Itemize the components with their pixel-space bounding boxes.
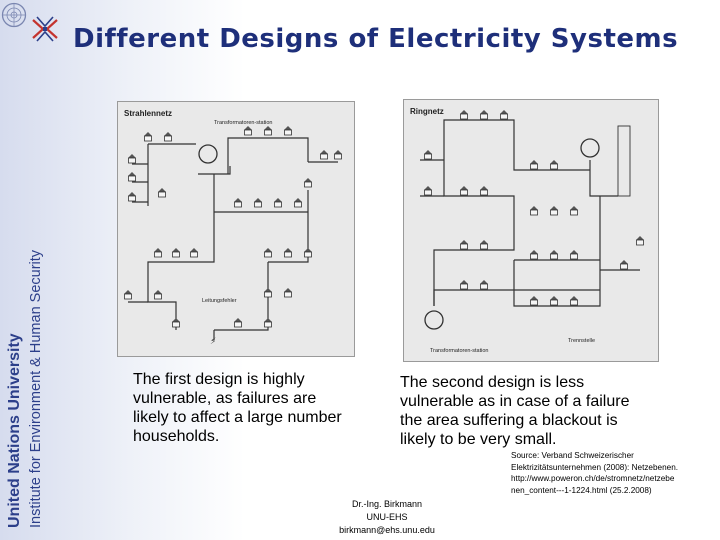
ring-network-diagram xyxy=(403,99,659,362)
source-url-line: nen_content---1-1224.html (25.2.2008) xyxy=(511,485,652,495)
right-diagram-heading: Ringnetz xyxy=(410,107,444,116)
author-org: UNU-EHS xyxy=(366,512,408,522)
second-design-caption: The second design is less vulnerable as in case of a failure the area suffering a blackout is likely to be very small. xyxy=(400,374,630,448)
left-houses xyxy=(124,126,342,327)
right-houses xyxy=(424,110,644,305)
unu-logo-icon xyxy=(31,15,59,43)
source-note xyxy=(511,450,716,496)
source-line: Source: Verband Schweizerischer xyxy=(511,451,634,460)
author-name: Dr.-Ing. Birkmann xyxy=(351,499,423,509)
left-fault-label: Leitungsfehler xyxy=(202,298,237,304)
source-line: Elektrizitätsunternehmen (2008): Netzebenen. xyxy=(511,462,679,472)
source-url-line: http://www.poweron.ch/de/stromnetz/netzebe xyxy=(511,474,675,483)
page-title: Different Designs of Electricity Systems xyxy=(73,24,679,54)
right-switch-label: Trennstelle xyxy=(568,338,596,344)
author-block xyxy=(312,498,462,537)
radial-network-diagram xyxy=(117,101,355,357)
right-transformer-label: Transformatoren-station xyxy=(430,348,489,354)
first-design-caption: The first design is highly vulnerable, as failures are likely to affect a large number households. xyxy=(133,371,342,445)
fault-symbol-icon: ⚡ xyxy=(210,337,217,347)
left-diagram-heading: Strahlennetz xyxy=(124,109,173,118)
left-transformer-label: Transformatoren-station xyxy=(214,120,273,126)
author-email: birkmann@ehs.unu.edu xyxy=(339,525,435,535)
university-name: United Nations University xyxy=(6,333,23,528)
un-emblem-icon xyxy=(1,2,27,28)
institute-name: Institute for Environment & Human Security xyxy=(28,249,44,528)
